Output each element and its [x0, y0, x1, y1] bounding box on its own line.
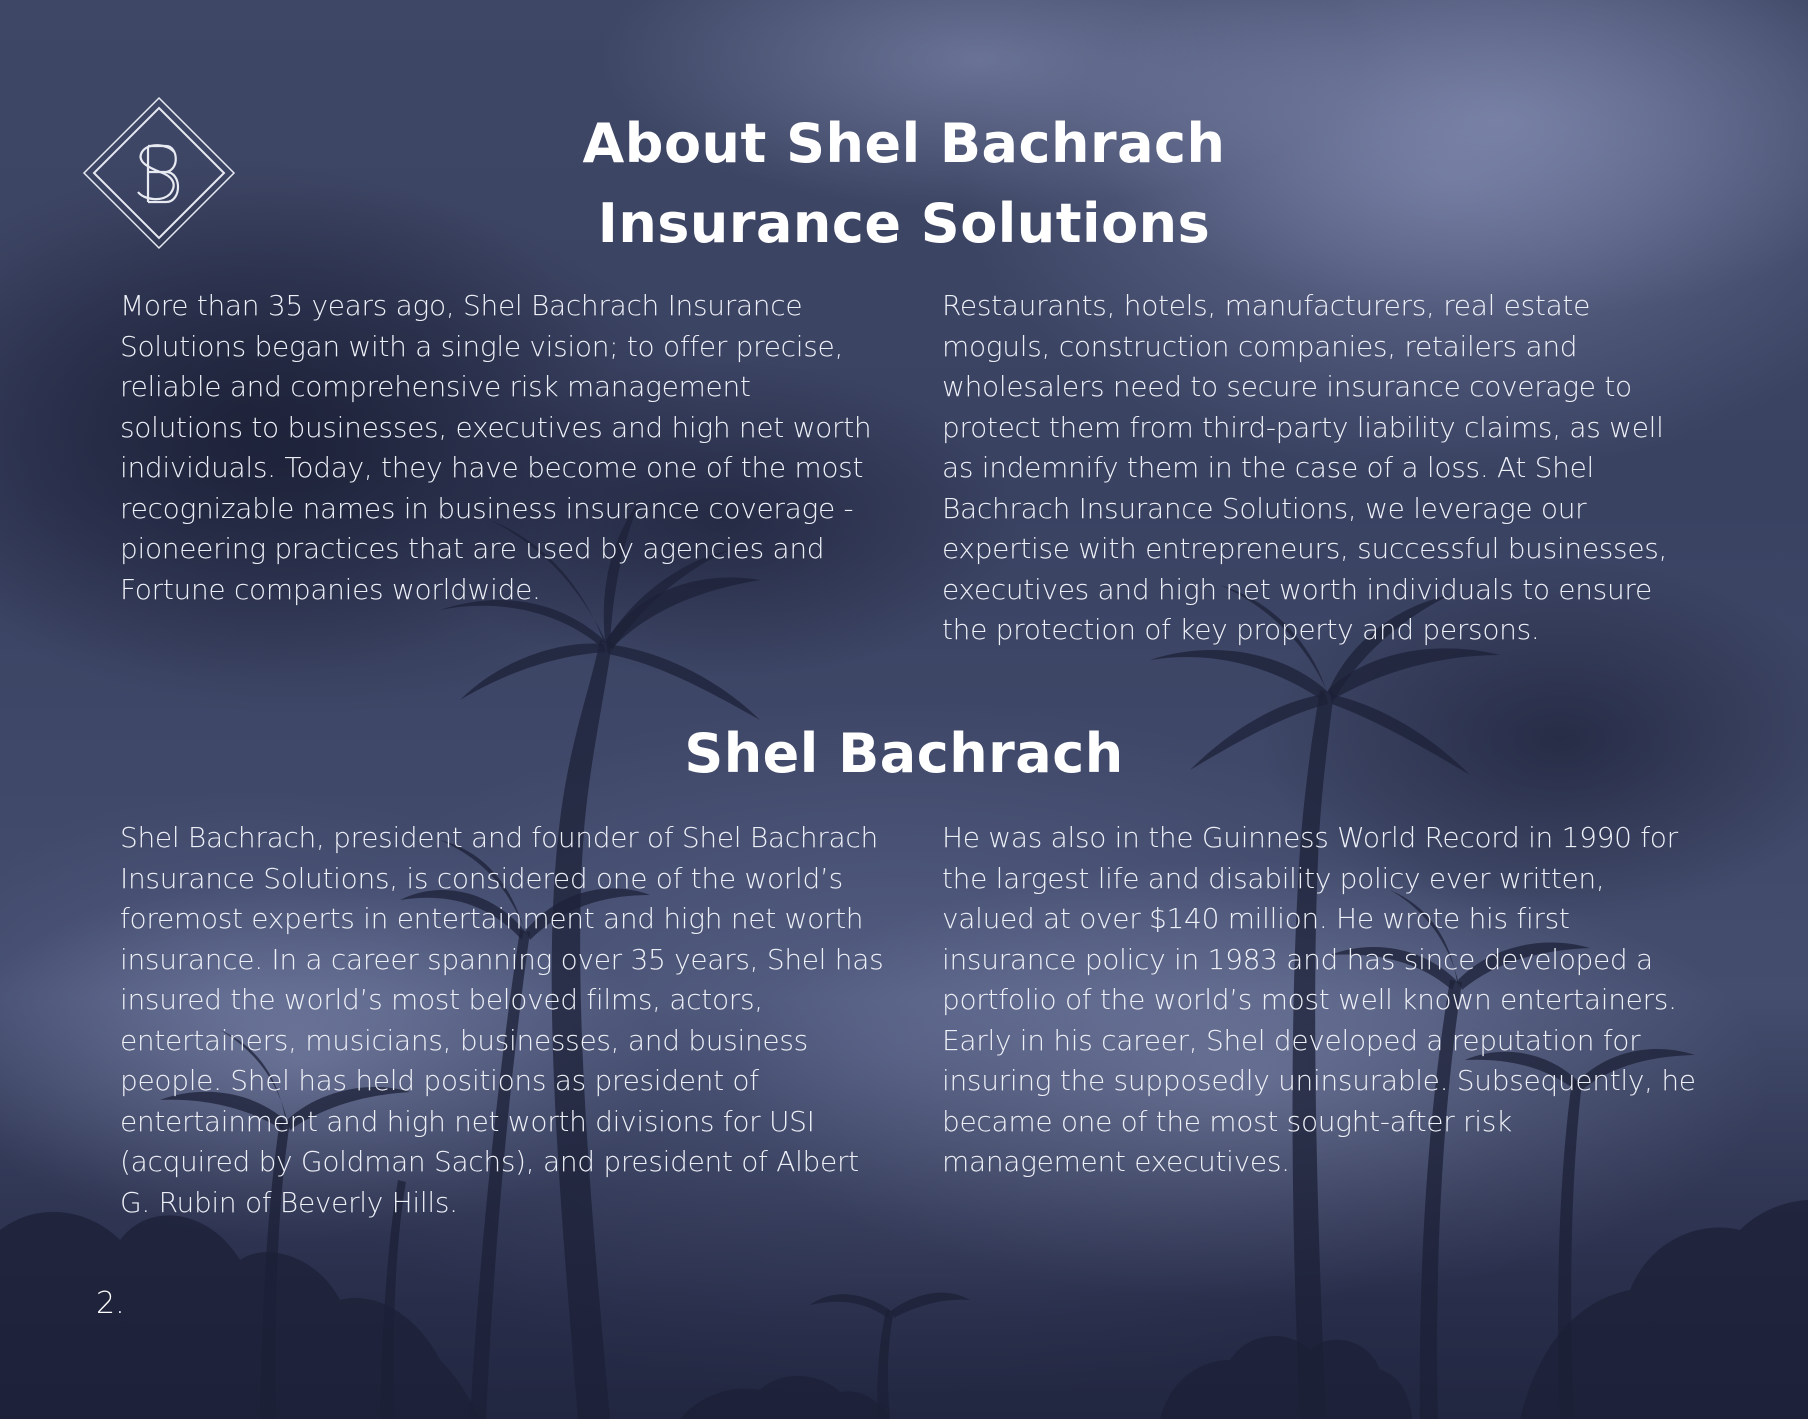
person-right-paragraph: He was also in the Guinness World Record in 1990 for the largest life and disability policy ever written, valued at over $140 million. He wrote his first insurance policy in 1983 and has since developed a portfolio of the world’s most well known entertainers. Early in his career, Shel developed a reputation for insuring the supposedly uninsurable. Subsequently, he became one of the most sought-after risk management executives. — [942, 821, 1696, 1178]
person-section-heading: Shel Bachrach — [684, 722, 1124, 785]
company-section-heading — [0, 104, 1808, 264]
company-heading-line1: About Shel Bachrach — [582, 112, 1226, 175]
company-left-paragraph: More than 35 years ago, Shel Bachrach Insurance Solutions began with a single vision; to offer precise, reliable and comprehensive risk management solutions to businesses, executives and high net worth individuals. Today, they have become one of the most recognizable names in business insurance coverage - pioneering practices that are used by agencies and Fortune companies worldwide. — [120, 289, 872, 606]
company-right-paragraph: Restaurants, hotels, manufacturers, real estate moguls, construction companies, retailers and wholesalers need to secure insurance coverage to protect them from third-party liability claims, as well as indemnify them in the case of a loss. At Shel Bachrach Insurance Solutions, we leverage our expertise with entrepreneurs, successful businesses, executives and high net worth individuals to ensure the protection of key property and persons. — [942, 289, 1668, 646]
person-left-paragraph: Shel Bachrach, president and founder of Shel Bachrach Insurance Solutions, is considered one of the world’s foremost experts in entertainment and high net worth insurance. In a career spanning over 35 years, Shel has insured the world’s most beloved films, actors, entertainers, musicians, businesses, and business people. Shel has held positions as president of entertainment and high net worth divisions for USI (acquired by Goldman Sachs), and president of Albert G. Rubin of Beverly Hills. — [120, 821, 884, 1219]
company-heading-line2: Insurance Solutions — [597, 192, 1211, 255]
page-number: 2. — [96, 1286, 125, 1321]
